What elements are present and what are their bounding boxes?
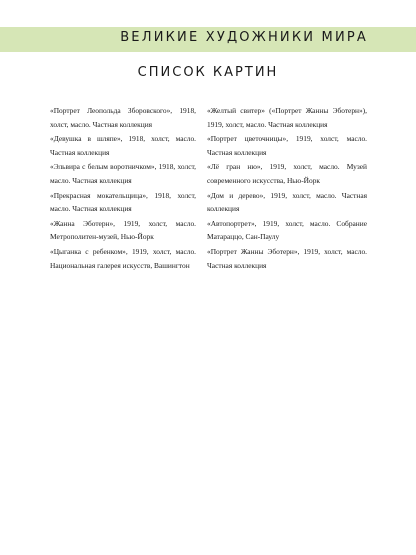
series-title: ВЕЛИКИЕ ХУДОЖНИКИ МИРА xyxy=(120,30,368,45)
painting-entry: «Портрет Леопольда Зборовского», 1918, холст, масло. Частная коллекция xyxy=(50,106,196,129)
painting-entry: «Жанна Эботерн», 1919, холст, масло. Метрополитен-музей, Нью-Йорк xyxy=(50,218,196,242)
painting-entry: «Автопортрет», 1919, холст, масло. Собрание Матараццо, Сан-Паулу xyxy=(207,218,367,242)
painting-entry: «Желтый свитер» («Портрет Жанны Эботерн»), 1919, холст, масло. Частная коллекция xyxy=(207,106,367,129)
painting-entry: «Эльвира с белым воротничком», 1918, холст, масло. Частная коллекция xyxy=(50,162,196,185)
section-title: СПИСОК КАРТИН xyxy=(137,65,279,80)
painting-entry: «Прекрасная мокательщица», 1918, холст, масло. Частная коллекция xyxy=(50,190,196,214)
painting-entry: «Цыганка с ребенком», 1919, холст, масло. Национальная галерея искусств, Вашингтон xyxy=(50,246,196,270)
header-banner xyxy=(0,27,416,52)
paintings-list-right xyxy=(207,104,367,273)
painting-entry: «Дом и дерево», 1919, холст, масло. Частная коллекция xyxy=(207,190,367,214)
painting-entry: «Портрет Жанны Эботерн», 1919, холст, масло. Частная коллекция xyxy=(207,246,367,270)
painting-entry: «Портрет цветочницы», 1919, холст, масло. Частная коллекция xyxy=(207,134,367,157)
paintings-list-left xyxy=(50,104,196,273)
painting-entry: «Девушка в шляпе», 1918, холст, масло. Частная коллекция xyxy=(50,134,196,157)
painting-entry: «Лё гран ню», 1919, холст, масло. Музей современного искусства, Нью-Йорк xyxy=(207,162,367,185)
